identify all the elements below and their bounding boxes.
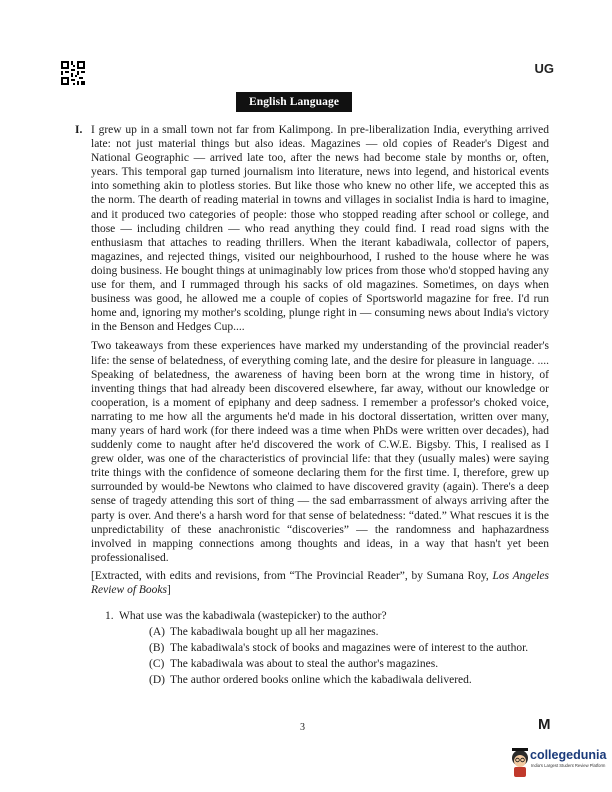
- source-suffix: ]: [167, 584, 171, 596]
- option-c[interactable]: [105, 657, 549, 671]
- option-b[interactable]: [105, 641, 549, 655]
- page-number: 3: [300, 722, 305, 733]
- collegedunia-logo-text: collegedunia: [530, 748, 607, 762]
- collegedunia-tagline: India's Largest Student Review Platform: [531, 763, 606, 768]
- question-number: 1.: [105, 609, 114, 622]
- source-publication: Los Angeles Review of Books: [91, 569, 549, 596]
- option-label: (A): [149, 625, 165, 638]
- paper-code: UG: [534, 61, 554, 76]
- option-text: The author ordered books online which the kabadiwala delivered.: [170, 673, 472, 686]
- option-d[interactable]: [105, 673, 549, 687]
- booklet-series-mark: M: [538, 716, 551, 733]
- passage-paragraph-1: [75, 123, 549, 334]
- question-text: What use was the kabadiwala (wastepicker) to the author?: [119, 609, 387, 622]
- option-label: (C): [149, 657, 165, 670]
- source-prefix: [Extracted, with edits and revisions, from “The Provincial Reader”, by Sumana Roy,: [91, 569, 489, 582]
- option-label: (D): [149, 673, 165, 686]
- option-a[interactable]: [105, 625, 549, 639]
- section-title: English Language: [236, 92, 352, 112]
- option-label: (B): [149, 641, 165, 654]
- question-1: [75, 609, 549, 687]
- qr-code-icon: [61, 61, 85, 85]
- passage-paragraph-2: Two takeaways from these experiences have marked my understanding of the provincial reader's life: the sense of belatedness, of everything coming late, and the desire for pleasure in language. .... Speaking of belatedness, the awareness of having been born at the wrong time in history, of inventing things that had already been discovered elsewhere, far away, without our knowledge or cooperation, is a moment of epiphany and deep sadness. I remember a professor's choked voice, narrating to me how all the arguments he'd made in his doctoral dissertation, written over many, many years of hard work (for there indeed was a time when PhDs were written over decades), had suddenly come to naught after he'd discovered the work of C.W.E. Bigsby. This, I realised as I grew older, was one of the characteristics of provincial life: that they (usually males) were saying trite things with the confidence of someone declaring them for the first time. I, therefore, grew up surrounded by would-be Newtons who claimed to have discovered gravity (again). There's a deep sense of tragedy attending this sort of thing — the sad embarrassment of always arriving after the party is over. And there's a harsh word for that sense of belatedness: “dated.” What rescues it is the unpredictability of these anachronistic “discoveries” — the randomness and haphazardness involved in mapping connections among thoughts and ideas, in a way that hasn't yet been professionalised.: [91, 340, 549, 564]
- option-text: The kabadiwala bought up all her magazines.: [170, 625, 379, 638]
- option-text: The kabadiwala's stock of books and magazines were of interest to the author.: [170, 641, 529, 654]
- passage-source: [75, 569, 549, 597]
- passage-content: [75, 123, 549, 687]
- paragraph-1-text: I grew up in a small town not far from Kalimpong. In pre-liberalization India, everything arrived late: not just material things but also ideas. Magazines — old copies of Reader's Digest and National Geographic — arrived late too, after the news had become stale by months or, often, years. This temporal gap turned journalism into literature, news into legend, and historical events into something akin to plotless stories. But like those who knew no other life, we accepted this as the norm. The dearth of reading material in towns and villages in socialist India is hard to imagine, and it produced two categories of people: those who stopped reading after school or college, and those — including children — who read anything they could find. I read road signs with the enthusiasm that attaches to reading thrillers. When the iterant kabadiwala, collector of papers, magazines, and rejected things, visited our neighbourhood, I rushed to the house where he was doing business. He bought things at unimaginably low prices from those who'd stopped having any use for them, and I rummaged through his sacks of old magazines. Sometimes, on days when business was good, he allowed me a couple of copies of Sportsworld magazine for free. I'd run home and, ignoring my mother's scolding, plunge right in — consuming news about India's victory in the Benson and Hedges Cup....: [91, 124, 549, 334]
- option-text: The kabadiwala was about to steal the author's magazines.: [170, 657, 439, 670]
- passage-number: I.: [75, 124, 83, 136]
